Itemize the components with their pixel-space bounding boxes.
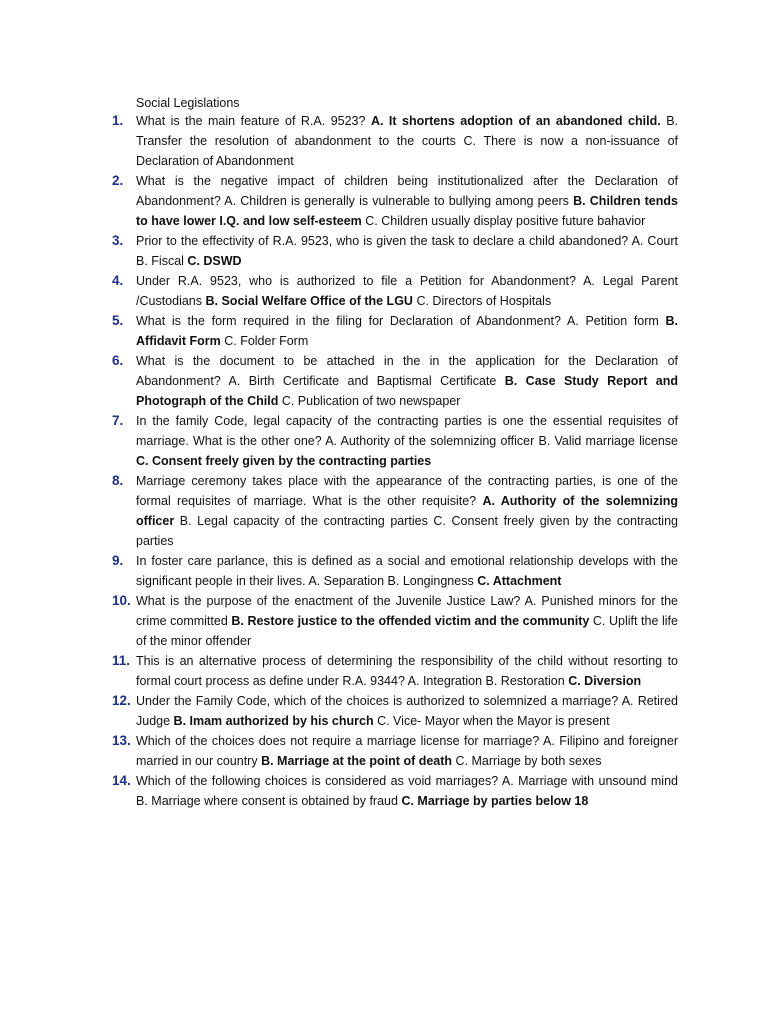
question-item — [112, 231, 678, 271]
question-fragment: A. Court — [631, 234, 678, 248]
answer-highlight: C. Attachment — [477, 574, 562, 588]
question-item — [112, 551, 678, 591]
answer-highlight: C. Consent freely given by the contracting parties — [136, 454, 432, 468]
question-fragment: This is an alternative process of determining the responsibility of the child without resorting to formal court process as define under R.A. 9344? A. Integration B. Restoration — [136, 654, 678, 688]
question-number: 9. — [112, 553, 124, 568]
question-item — [112, 691, 678, 731]
question-text — [136, 271, 678, 311]
question-text — [136, 551, 678, 591]
question-number: 5. — [112, 313, 124, 328]
answer-highlight: C. DSWD — [187, 254, 242, 268]
question-fragment: What is the purpose of the enactment of the Juvenile Justice Law? A. Punished minors for the crime committed — [136, 594, 678, 628]
question-text — [136, 471, 678, 551]
question-fragment: C. Uplift the life of the minor offender — [136, 614, 678, 648]
question-number: 12. — [112, 693, 131, 708]
question-text — [136, 311, 678, 351]
question-item — [112, 311, 678, 351]
answer-highlight: C. Diversion — [568, 674, 642, 688]
question-text — [136, 691, 678, 731]
answer-highlight: A. It shortens adoption of an abandoned child. — [370, 114, 661, 128]
question-fragment: C. Vice- Mayor when the Mayor is present — [377, 714, 610, 728]
answer-highlight: B. Imam authorized by his church — [173, 714, 374, 728]
document-title: Social Legislations — [136, 96, 240, 110]
question-fragment: Prior to the effectivity of R.A. 9523, who is given the task to declare a child abandoned? — [136, 234, 629, 248]
question-fragment: B. Transfer the resolution of abandonment to the courts — [136, 114, 678, 148]
question-fragment: Which of the choices does not require a marriage license for marriage? A. Filipino and foreigner married in our country — [136, 734, 678, 768]
question-item — [112, 731, 678, 771]
question-item — [112, 171, 678, 231]
question-fragment: C. Folder Form — [224, 334, 309, 348]
question-text — [136, 411, 678, 471]
answer-highlight: A. Authority of the solemnizing officer — [136, 494, 678, 528]
question-fragment: B. Fiscal — [136, 254, 184, 268]
question-number: 2. — [112, 173, 124, 188]
question-number: 13. — [112, 733, 131, 748]
question-fragment: Under the Family Code, which of the choices is authorized to solemnized a marriage? A. Retired Judge — [136, 694, 678, 728]
question-fragment: What is the form required in the filing for Declaration of Abandonment? A. Petition form — [136, 314, 659, 328]
question-fragment: B. Legal capacity of the contracting parties C. Consent freely given by the contracting parties — [136, 514, 678, 548]
question-fragment: In the family Code, legal capacity of the contracting parties is one the essential requisites of marriage. What is the other one? A. Authority of the solemnizing officer B. Valid marriage license — [136, 414, 678, 448]
question-fragment: What is the main feature of R.A. 9523? — [136, 114, 371, 128]
question-number: 11. — [112, 653, 131, 668]
question-number: 10. — [112, 593, 131, 608]
question-item — [112, 651, 678, 691]
question-fragment: What is the document to be attached in the in the application for the Declaration of Abandonment? A. Birth Certificate and Baptismal Certificate — [136, 354, 678, 388]
question-text — [136, 111, 678, 171]
question-item — [112, 471, 678, 551]
question-fragment: C. Marriage by both sexes — [455, 754, 602, 768]
question-text — [136, 231, 678, 271]
question-number: 3. — [112, 233, 124, 248]
question-text — [136, 171, 678, 231]
question-item — [112, 111, 678, 171]
question-item — [112, 591, 678, 651]
question-fragment: Marriage ceremony takes place with the appearance of the contracting parties, is one of the formal requisites of marriage. What is the other requisite? — [136, 474, 678, 508]
question-item — [112, 351, 678, 411]
question-text — [136, 651, 678, 691]
question-text — [136, 591, 678, 651]
question-fragment: What is the negative impact of children being institutionalized after the Declaration of Abandonment? A. Children is generally is vulnerable to bullying among peers — [136, 174, 678, 208]
question-text — [136, 771, 678, 811]
answer-highlight: B. Social Welfare Office of the LGU — [205, 294, 413, 308]
question-number: 7. — [112, 413, 124, 428]
answer-highlight: C. Marriage by parties below 18 — [401, 794, 589, 808]
question-list — [112, 111, 678, 811]
question-number: 8. — [112, 473, 124, 488]
answer-highlight: B. Restore justice to the offended victim and the community — [231, 614, 590, 628]
question-number: 4. — [112, 273, 124, 288]
question-text — [136, 731, 678, 771]
question-item — [112, 271, 678, 311]
question-number: 6. — [112, 353, 124, 368]
question-fragment: C. Children usually display positive future bahavior — [365, 214, 646, 228]
question-fragment: C. Publication of two newspaper — [281, 394, 461, 408]
question-fragment: C. There is now a non-issuance of Declaration of Abandonment — [136, 134, 679, 168]
question-item — [112, 411, 678, 471]
answer-highlight: B. Children tends to have lower I.Q. and low self-esteem — [136, 194, 678, 228]
answer-highlight: B. Case Study Report and Photograph of the Child — [136, 374, 679, 408]
question-text — [136, 351, 678, 411]
question-number: 14. — [112, 773, 131, 788]
answer-highlight: B. Affidavit Form — [136, 314, 679, 348]
question-fragment: C. Directors of Hospitals — [416, 294, 552, 308]
question-fragment: Which of the following choices is considered as void marriages? A. Marriage with unsound mind B. Marriage where consent is obtained by fraud — [136, 774, 678, 808]
question-number: 1. — [112, 113, 124, 128]
answer-highlight: B. Marriage at the point of death — [261, 754, 453, 768]
question-item — [112, 771, 678, 811]
question-fragment: Under R.A. 9523, who is authorized to file a Petition for Abandonment? A. Legal Parent /Custodians — [136, 274, 678, 308]
question-fragment: In foster care parlance, this is defined as a social and emotional relationship develops with the significant people in their lives. A. Separation B. Longingness — [136, 554, 678, 588]
